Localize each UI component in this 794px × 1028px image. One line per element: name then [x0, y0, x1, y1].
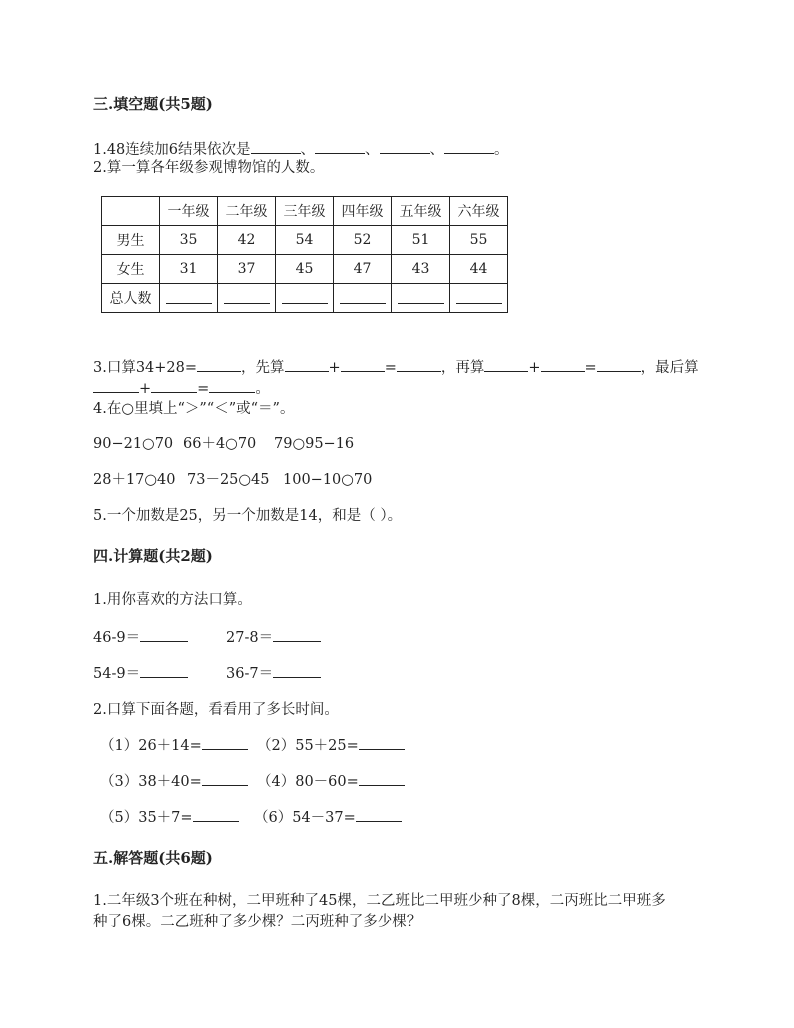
- table-corner-cell: [102, 197, 160, 226]
- total-cell[interactable]: [218, 284, 276, 313]
- answer-blank[interactable]: [151, 378, 197, 393]
- q3-4: 4.在○里填上“＞”“＜”或“＝”。: [93, 401, 295, 417]
- answer-blank[interactable]: [356, 807, 402, 822]
- calc-expr: （2）55＋25=: [257, 738, 359, 754]
- answer-blank[interactable]: [209, 378, 255, 393]
- period: 。: [494, 142, 509, 158]
- calc-expr: （1）26＋14=: [100, 738, 202, 754]
- calc-expr: （5）35＋7=: [100, 810, 193, 826]
- answer-blank[interactable]: [224, 289, 270, 304]
- equals-sign: =: [584, 360, 597, 376]
- calc-expr: （3）38＋40=: [100, 774, 202, 790]
- answer-blank[interactable]: [202, 735, 248, 750]
- separator: 、: [365, 142, 380, 158]
- total-cell[interactable]: [276, 284, 334, 313]
- table-row-boys: [102, 226, 508, 255]
- table-header-cell: 六年级: [450, 197, 508, 226]
- timed-calc-5: [100, 807, 239, 828]
- plus-sign: +: [328, 360, 341, 376]
- table-header-row: [102, 197, 508, 226]
- answer-blank[interactable]: [197, 357, 241, 372]
- calc-row-2: [93, 663, 188, 684]
- answer-blank[interactable]: [166, 289, 212, 304]
- answer-blank[interactable]: [444, 139, 494, 154]
- table-row-total: [102, 284, 508, 313]
- timed-calc-6: [254, 807, 402, 828]
- plus-sign: +: [139, 381, 152, 397]
- q3-5: 5.一个加数是25，另一个加数是14，和是（ ）。: [93, 508, 403, 524]
- timed-calc-2: [257, 735, 405, 756]
- answer-blank[interactable]: [541, 357, 585, 372]
- calc-expr: 54-9＝: [93, 666, 141, 682]
- q3-3-text: ，再算: [440, 360, 485, 376]
- compare-row-1: [93, 434, 354, 454]
- period: 。: [255, 381, 270, 397]
- answer-blank[interactable]: [597, 357, 641, 372]
- answer-blank[interactable]: [398, 289, 444, 304]
- table-cell: 45: [276, 255, 334, 284]
- table-header-cell: 二年级: [218, 197, 276, 226]
- separator: 、: [429, 142, 445, 158]
- q3-2: 2.算一算各年级参观博物馆的人数。: [93, 160, 325, 176]
- answer-blank[interactable]: [202, 771, 248, 786]
- calc-row-1: [93, 627, 188, 648]
- section3-heading: 三.填空题(共5题): [93, 95, 213, 113]
- table-row-girls: [102, 255, 508, 284]
- answer-blank[interactable]: [340, 289, 386, 304]
- answer-blank[interactable]: [273, 663, 321, 678]
- answer-blank[interactable]: [93, 378, 139, 393]
- answer-blank[interactable]: [282, 289, 328, 304]
- compare-item: 79○95−16: [274, 436, 355, 452]
- table-cell: 43: [392, 255, 450, 284]
- calc-expr: 36-7＝: [226, 666, 274, 682]
- table-header-cell: 三年级: [276, 197, 334, 226]
- q3-3-line2: [93, 378, 270, 399]
- table-cell: 31: [160, 255, 218, 284]
- answer-blank[interactable]: [315, 139, 365, 154]
- compare-item: 28＋17○40: [93, 472, 176, 488]
- section5-heading: 五.解答题(共6题): [93, 849, 213, 867]
- calc-row-2b: [226, 663, 321, 684]
- section4-heading: 四.计算题(共2题): [93, 547, 213, 565]
- q3-1-text: 1.48连续加6结果依次是: [93, 142, 251, 158]
- q5-1-line1: 1.二年级3个班在种树，二甲班种了45棵，二乙班比二甲班少种了8棵，二丙班比二甲班多: [93, 893, 666, 909]
- calc-row-1b: [226, 627, 321, 648]
- row-label: 男生: [102, 226, 160, 255]
- answer-blank[interactable]: [397, 357, 441, 372]
- row-label: 总人数: [102, 284, 160, 313]
- timed-calc-3: [100, 771, 248, 792]
- row-label: 女生: [102, 255, 160, 284]
- q3-3-text: 3.口算34+28=: [93, 360, 198, 376]
- table-header-cell: 五年级: [392, 197, 450, 226]
- table-header-cell: 四年级: [334, 197, 392, 226]
- answer-blank[interactable]: [273, 627, 321, 642]
- answer-blank[interactable]: [456, 289, 502, 304]
- table-cell: 54: [276, 226, 334, 255]
- answer-blank[interactable]: [341, 357, 385, 372]
- calc-expr: 27-8＝: [226, 630, 274, 646]
- compare-item: 90−21○70: [93, 436, 174, 452]
- table-cell: 52: [334, 226, 392, 255]
- q3-1: [93, 139, 509, 160]
- timed-calc-1: [100, 735, 248, 756]
- table-cell: 51: [392, 226, 450, 255]
- q4-1: 1.用你喜欢的方法口算。: [93, 592, 252, 608]
- total-cell[interactable]: [392, 284, 450, 313]
- answer-blank[interactable]: [140, 663, 188, 678]
- answer-blank[interactable]: [359, 771, 405, 786]
- q3-3-line1: [93, 357, 699, 378]
- table-cell: 55: [450, 226, 508, 255]
- answer-blank[interactable]: [380, 139, 430, 154]
- q4-2: 2.口算下面各题，看看用了多长时间。: [93, 702, 339, 718]
- compare-row-2: [93, 470, 372, 490]
- visitors-table: [101, 196, 508, 313]
- calc-expr: （6）54－37=: [254, 810, 356, 826]
- total-cell[interactable]: [334, 284, 392, 313]
- compare-item: 73－25○45: [187, 472, 270, 488]
- compare-item: 66＋4○70: [183, 436, 257, 452]
- table-cell: 42: [218, 226, 276, 255]
- answer-blank[interactable]: [484, 357, 528, 372]
- table-cell: 35: [160, 226, 218, 255]
- total-cell[interactable]: [450, 284, 508, 313]
- table-header-cell: 一年级: [160, 197, 218, 226]
- table-cell: 44: [450, 255, 508, 284]
- equals-sign: =: [384, 360, 397, 376]
- calc-expr: 46-9＝: [93, 630, 141, 646]
- q3-3-text: ，先算: [241, 360, 285, 376]
- calc-expr: （4）80－60=: [257, 774, 359, 790]
- compare-item: 100−10○70: [283, 472, 373, 488]
- timed-calc-4: [257, 771, 405, 792]
- q5-1-line2: 种了6棵。二乙班种了多少棵？二丙班种了多少棵？: [93, 914, 422, 930]
- q3-3-text: ，最后算: [640, 360, 699, 376]
- answer-blank[interactable]: [193, 807, 239, 822]
- equals-sign: =: [197, 381, 210, 397]
- table-cell: 37: [218, 255, 276, 284]
- answer-blank[interactable]: [285, 357, 329, 372]
- answer-blank[interactable]: [251, 139, 301, 154]
- separator: 、: [300, 142, 316, 158]
- plus-sign: +: [528, 360, 541, 376]
- table-cell: 47: [334, 255, 392, 284]
- answer-blank[interactable]: [359, 735, 405, 750]
- answer-blank[interactable]: [140, 627, 188, 642]
- total-cell[interactable]: [160, 284, 218, 313]
